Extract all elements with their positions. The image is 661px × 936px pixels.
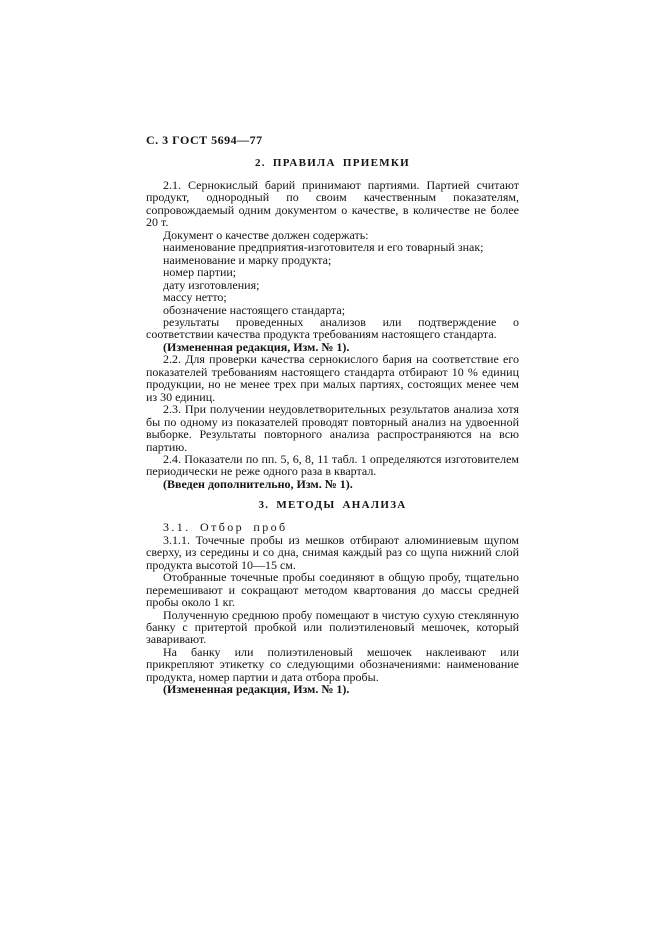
paragraph: наименование и марку продукта; xyxy=(163,252,332,267)
document-body xyxy=(146,148,519,696)
paragraph: массу нетто; xyxy=(163,290,227,305)
paragraph: (Введен дополнительно, Изм. № 1). xyxy=(163,476,353,491)
paragraph: результаты проведенных анализов или подтверждение о соответствии качества продукта требованиям настоящего стандарта. xyxy=(146,314,519,342)
section-title: 2. ПРАВИЛА ПРИЕМКИ xyxy=(254,157,411,169)
paragraph: 2.3. При получении неудовлетворительных результатов анализа хотя бы по одному из показателей проводят повторный анализ на удвоенной выборке. Результаты повторного анализа распространяются на всю партию. xyxy=(146,402,519,454)
paragraph: наименование предприятия-изготовителя и его товарный знак; xyxy=(163,240,484,255)
paragraph: 3.1.1. Точечные пробы из мешков отбирают алюминиевым щупом сверху, из середины и со дна, снимая каждый раз со щупа нижний слой продукта высотой 10—15 см. xyxy=(146,532,519,572)
paragraph: (Измененная редакция, Изм. № 1). xyxy=(163,682,350,697)
paragraph: Отобранные точечные пробы соединяют в общую пробу, тщательно перемешивают и сокращают методом квартования до массы средней пробы около 1 кг. xyxy=(146,570,519,610)
paragraph: 2.1. Сернокислый барий принимают партиями. Партией считают продукт, однородный по своим качественным показателям, сопровождаемый одним документом о качестве, в количестве не более 20 т. xyxy=(146,178,519,230)
subsection-heading: 3.1. Отбор проб xyxy=(163,520,288,535)
paragraph: (Измененная редакция, Изм. № 1). xyxy=(163,339,350,354)
page-header: С. 3 ГОСТ 5694—77 xyxy=(146,133,263,147)
paragraph: дату изготовления; xyxy=(163,277,260,292)
paragraph: 2.4. Показатели по пп. 5, 6, 8, 11 табл. 1 определяются изготовителем периодически не реже одного раза в квартал. xyxy=(146,451,519,479)
paragraph: Полученную среднюю пробу помещают в чистую сухую стеклянную банку с притертой пробкой или полиэтиленовый мешочек, который заваривают. xyxy=(146,607,519,647)
paragraph: номер партии; xyxy=(163,265,237,280)
section-title: 3. МЕТОДЫ АНАЛИЗА xyxy=(258,499,407,512)
paragraph: 2.2. Для проверки качества сернокислого бария на соответствие его показателей требованиям настоящего стандарта отбирают 10 % единиц продукции, но не менее трех при малых партиях, состоящих менее чем из 30 единиц. xyxy=(146,352,519,404)
paragraph: обозначение настоящего стандарта; xyxy=(163,302,346,317)
paragraph: На банку или полиэтиленовый мешочек наклеивают или прикрепляют этикетку со следующими обозначениями: наименование продукта, номер партии и дата отбора пробы. xyxy=(146,644,519,684)
paragraph: Документ о качестве должен содержать: xyxy=(163,227,369,242)
